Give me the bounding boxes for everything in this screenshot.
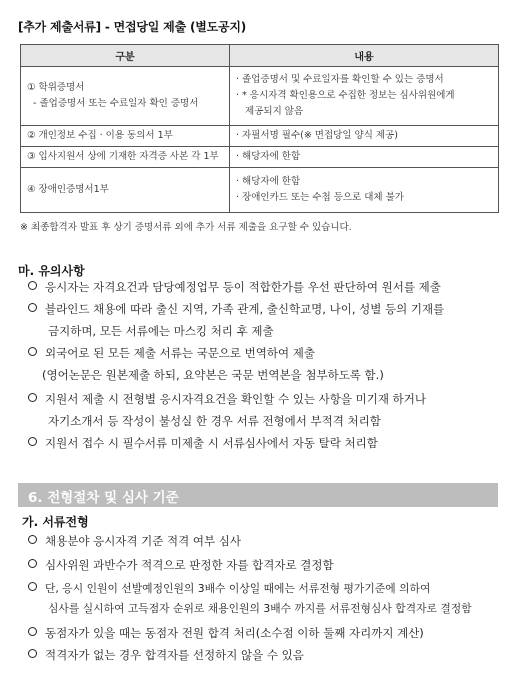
list-item — [28, 622, 508, 644]
table-cell-content — [230, 168, 499, 213]
item-text: 채용분야 응시자격 기준 적격 여부 심사 — [45, 534, 242, 548]
table-cell-category — [21, 67, 230, 126]
item-text: 적격자가 없는 경우 합격자를 선정하지 않을 수 있음 — [45, 648, 304, 662]
table-cell-category: ④ 장애인증명서1부 — [21, 168, 230, 213]
item-text: 블라인드 채용에 따라 출신 지역, 가족 관계, 출신학교명, 나이, 성별 등의 기재를 — [45, 302, 445, 316]
bullet-circle-icon — [28, 347, 37, 356]
table-row — [21, 126, 499, 147]
footnote: ※ 최종합격자 발표 후 상기 증명서류 외에 추가 서류 제출을 요구할 수 있습니다. — [20, 222, 352, 233]
item-text: 단, 응시 인원이 선발예정인원의 3배수 이상일 때에는 서류전형 평가기준에 의하여 — [45, 582, 431, 595]
item-text: 외국어로 된 모든 제출 서류는 국문으로 번역하여 제출 — [45, 346, 315, 360]
list-item — [28, 342, 508, 364]
table-cell-content — [230, 67, 499, 126]
bullet-circle-icon — [28, 649, 37, 658]
cell-line: · 장애인카드 또는 수첩 등으로 대체 불가 — [236, 192, 404, 203]
cell-line: · 졸업증명서 및 수료일자를 확인할 수 있는 증명서 — [236, 74, 444, 85]
header-category: 구분 — [21, 45, 230, 67]
bullet-circle-icon — [28, 393, 37, 402]
item-text: 동점자가 있을 때는 동점자 전원 합격 처리(소수점 이하 둘째 자리까지 계산) — [45, 626, 424, 640]
table-row — [21, 67, 499, 126]
item-text: 심사위원 과반수가 적격으로 판정한 자를 합격자로 결정함 — [45, 558, 334, 572]
section-banner — [18, 483, 498, 507]
item-continuation: 심사를 실시하여 고득점자 순위로 채용인원의 3배수 까지를 서류전형심사 합격자로 결정함 — [48, 602, 472, 615]
item-text: 지원서 접수 시 필수서류 미제출 시 서류심사에서 자동 탈락 처리함 — [45, 436, 378, 450]
list-item — [28, 432, 508, 454]
item-continuation: 금지하며, 모든 서류에는 마스킹 처리 후 제출 — [48, 324, 274, 338]
list-item — [28, 388, 508, 410]
section-title: [추가 제출서류] - 면접당일 제출 (별도공지) — [18, 20, 247, 34]
table-header-row — [21, 45, 499, 67]
item-text: 지원서 제출 시 전형별 응시자격요건을 확인할 수 있는 사항을 미기재 하거나 — [45, 392, 426, 406]
table-cell-category: ③ 입사지원서 상에 기재한 자격증 사본 각 1부 — [21, 147, 230, 168]
list-item — [28, 554, 508, 576]
table-row — [21, 147, 499, 168]
item-text: 응시자는 자격요건과 담당예정업무 등이 적합한가를 우선 판단하여 원서를 제출 — [45, 280, 441, 294]
bullet-circle-icon — [28, 582, 37, 591]
table-cell-content: · 해당자에 한함 — [230, 147, 499, 168]
table-cell-category: ② 개인정보 수집 · 이용 동의서 1부 — [21, 126, 230, 147]
notes-heading: 마. 유의사항 — [18, 264, 85, 278]
bullet-circle-icon — [28, 303, 37, 312]
item-continuation: (영어논문은 원본제출 하되, 요약본은 국문 번역본을 첨부하도록 함.) — [42, 368, 384, 382]
bullet-circle-icon — [28, 627, 37, 636]
bullet-circle-icon — [28, 437, 37, 446]
bullet-circle-icon — [28, 281, 37, 290]
cell-line: 제공되지 않음 — [236, 106, 304, 117]
list-item — [28, 578, 508, 600]
bullet-circle-icon — [28, 535, 37, 544]
subsection-heading: 가. 서류전형 — [22, 515, 89, 529]
section-banner-title: 6. 전형절차 및 심사 기준 — [28, 490, 179, 506]
list-item — [28, 276, 508, 298]
cell-line: · * 응시자격 확인용으로 수집한 정보는 심사위원에게 — [236, 90, 455, 101]
list-item — [28, 644, 508, 666]
cell-line: - 졸업증명서 또는 수료일자 확인 증명서 — [27, 98, 199, 109]
item-continuation: 자기소개서 등 작성이 불성실 한 경우 서류 전형에서 부적격 처리함 — [48, 414, 381, 428]
table-row — [21, 168, 499, 213]
list-item — [28, 298, 508, 320]
list-item — [28, 530, 508, 552]
documents-table — [20, 44, 499, 213]
bullet-circle-icon — [28, 559, 37, 568]
cell-line: · 해당자에 한함 — [236, 176, 301, 187]
header-content: 내용 — [230, 45, 499, 67]
table-cell-content: · 자필서명 필수(※ 면접당일 양식 제공) — [230, 126, 499, 147]
cell-line: ① 학위증명서 — [27, 82, 85, 93]
